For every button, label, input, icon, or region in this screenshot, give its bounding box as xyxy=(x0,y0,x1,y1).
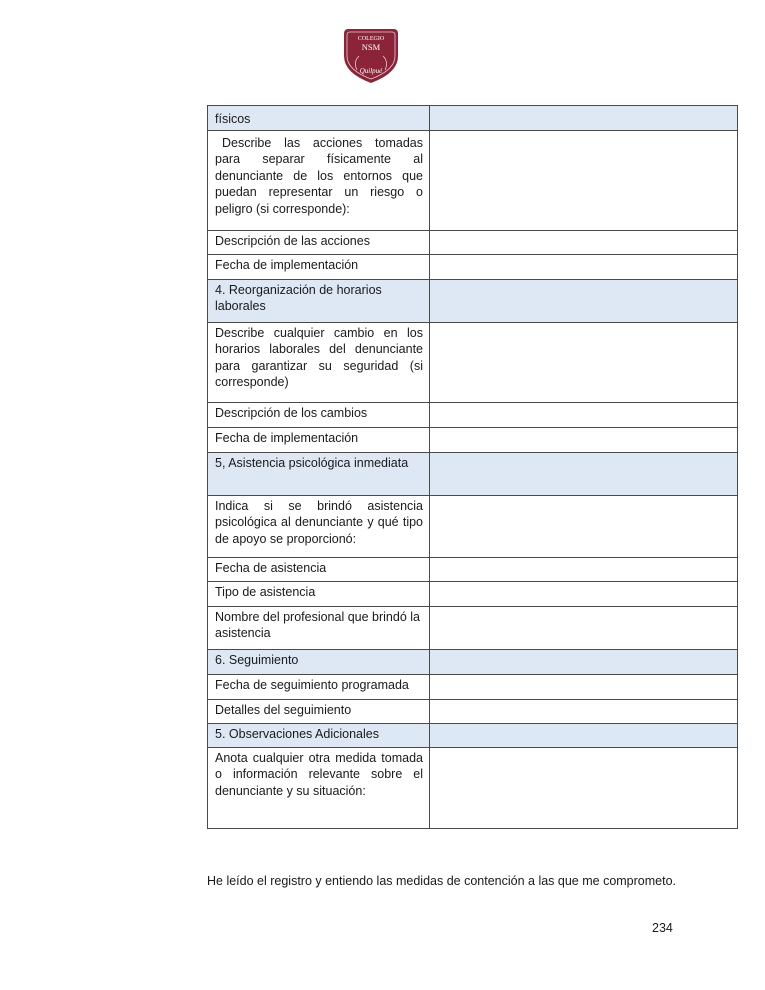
answer-cell[interactable] xyxy=(430,581,738,606)
field-label: Detalles del seguimiento xyxy=(208,699,430,723)
field-label: Fecha de seguimiento programada xyxy=(208,674,430,699)
acknowledgement-statement: He leído el registro y entiendo las medidas de contención a las que me comprometo. xyxy=(207,874,677,888)
section-label: 4. Reorganización de horarios laborales xyxy=(208,279,430,322)
table-row xyxy=(208,649,738,674)
table-row xyxy=(208,699,738,723)
logo-text-top: COLEGIO xyxy=(357,36,385,42)
table-row xyxy=(208,495,738,557)
section-label: 6. Seguimiento xyxy=(208,649,430,674)
answer-cell[interactable] xyxy=(430,495,738,557)
table-row xyxy=(208,747,738,828)
field-label: Fecha de asistencia xyxy=(208,557,430,581)
table-row xyxy=(208,557,738,581)
table-row xyxy=(208,279,738,322)
table-row xyxy=(208,254,738,279)
field-label: Fecha de implementación xyxy=(208,427,430,452)
table-row xyxy=(208,402,738,427)
field-label: Fecha de implementación xyxy=(208,254,430,279)
answer-cell[interactable] xyxy=(430,452,738,495)
section-label: 5. Observaciones Adicionales xyxy=(208,723,430,747)
table-row xyxy=(208,606,738,649)
field-label: Describe las acciones tomadas para separar físicamente al denunciante de los entornos que puedan representar un riesgo o peligro (si corresponde): xyxy=(208,130,430,230)
logo-text-middle: NSM xyxy=(361,42,381,52)
answer-cell[interactable] xyxy=(430,402,738,427)
answer-cell[interactable] xyxy=(430,723,738,747)
field-label: Describe cualquier cambio en los horarios laborales del denunciante para garantizar su seguridad (si corresponde) xyxy=(208,322,430,402)
answer-cell[interactable] xyxy=(430,130,738,230)
field-label: Indica si se brindó asistencia psicológica al denunciante y qué tipo de apoyo se proporcionó: xyxy=(208,495,430,557)
table-row xyxy=(208,674,738,699)
answer-cell[interactable] xyxy=(430,606,738,649)
table-row xyxy=(208,427,738,452)
field-label: Tipo de asistencia xyxy=(208,581,430,606)
answer-cell[interactable] xyxy=(430,254,738,279)
section-label: 5, Asistencia psicológica inmediata xyxy=(208,452,430,495)
table-row xyxy=(208,723,738,747)
answer-cell[interactable] xyxy=(430,747,738,828)
answer-cell[interactable] xyxy=(430,279,738,322)
answer-cell[interactable] xyxy=(430,674,738,699)
field-label: Anota cualquier otra medida tomada o información relevante sobre el denunciante y su situación: xyxy=(208,747,430,828)
page-number: 234 xyxy=(652,921,673,935)
answer-cell[interactable] xyxy=(430,230,738,254)
answer-cell[interactable] xyxy=(430,699,738,723)
answer-cell[interactable] xyxy=(430,106,738,131)
section-label: físicos xyxy=(208,106,430,131)
table-row xyxy=(208,581,738,606)
answer-cell[interactable] xyxy=(430,322,738,402)
table-row xyxy=(208,106,738,131)
school-crest-logo xyxy=(343,26,399,84)
table-row xyxy=(208,322,738,402)
answer-cell[interactable] xyxy=(430,649,738,674)
answer-cell[interactable] xyxy=(430,557,738,581)
field-label: Descripción de los cambios xyxy=(208,402,430,427)
logo-text-bottom: Quilpué xyxy=(359,67,383,75)
field-label: Nombre del profesional que brindó la asistencia xyxy=(208,606,430,649)
table-row xyxy=(208,130,738,230)
containment-measures-table xyxy=(207,105,738,829)
table-row xyxy=(208,452,738,495)
table-row xyxy=(208,230,738,254)
field-label: Descripción de las acciones xyxy=(208,230,430,254)
answer-cell[interactable] xyxy=(430,427,738,452)
